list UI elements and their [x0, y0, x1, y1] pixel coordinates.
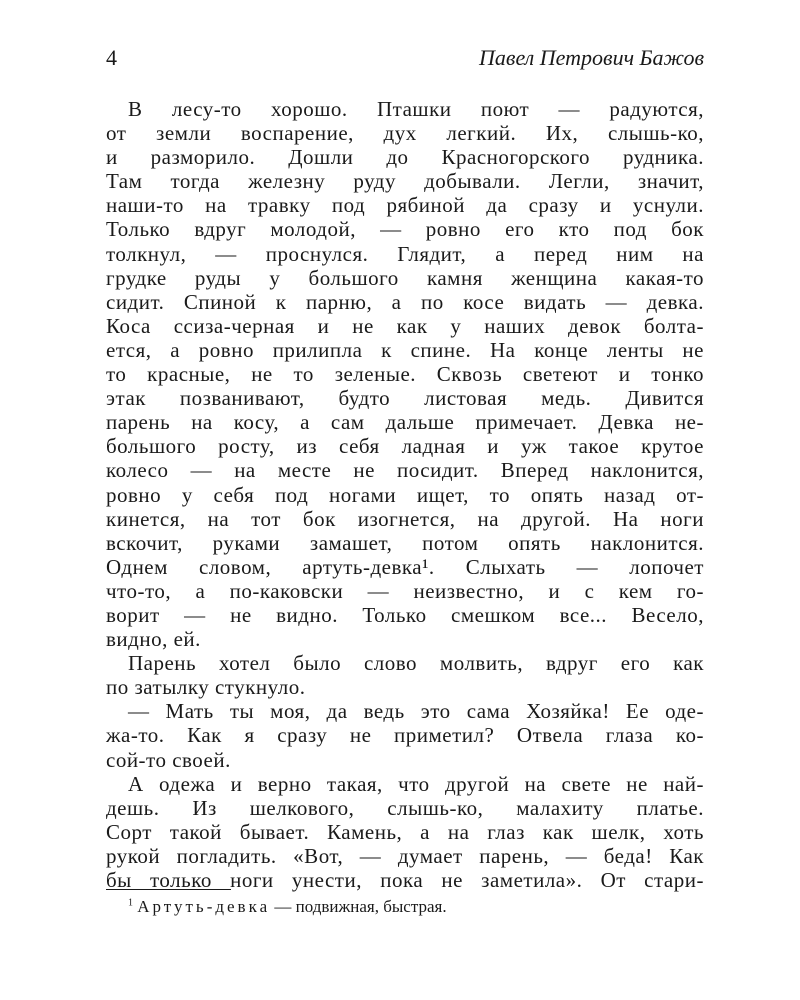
body-text [106, 97, 704, 892]
text-line: Коса ссиза-черная и не как у наших девок болта- [106, 313, 704, 338]
text-line: В лесу-то хорошо. Пташки поют — радуются, [128, 97, 704, 121]
footnote-definition: — подвижная, быстрая. [270, 897, 447, 916]
text-line: от земли воспарение, дух легкий. Их, слышь-ко, [106, 121, 704, 146]
text-line: А одежа и верно такая, что другой на свете не най- [128, 771, 704, 796]
page-header [106, 45, 704, 75]
text-line: наши-то на травку под рябиной да сразу и уснули. [106, 193, 704, 218]
text-line: парень на косу, а сам дальше примечает. Девка не- [106, 410, 704, 435]
text-line: ровно у себя под ногами ищет, то опять назад от- [106, 482, 704, 507]
text-line: и разморило. Дошли до Красногорского рудника. [106, 145, 704, 170]
text-line: дешь. Из шелкового, слышь-ко, малахиту платье. [106, 795, 704, 820]
text-line: бы только ноги унести, пока не заметила». От стари- [106, 868, 704, 892]
running-head: Павел Петрович Бажов [479, 45, 704, 70]
text-line: то красные, не то зеленые. Сквозь светеют и тонко [106, 362, 704, 387]
text-line: что-то, а по-каковски — неизвестно, и с кем го- [106, 578, 704, 603]
text-line: по затылку стукнуло. [106, 675, 306, 700]
text-line: Там тогда железну руду добывали. Легли, значит, [106, 169, 704, 194]
footnote [128, 897, 447, 917]
text-line: сой-то своей. [106, 747, 231, 772]
text-line: колесо — на месте не посидит. Вперед наклонится, [106, 458, 704, 483]
text-line: Однем словом, артуть-девка¹. Слыхать — лопочет [106, 554, 704, 579]
text-line: жа-то. Как я сразу не приметил? Отвела глаза ко- [106, 723, 704, 748]
text-line: грудке руды у большого камня женщина какая-то [106, 265, 704, 290]
paragraph [106, 699, 704, 771]
footnote-term: Артуть-девка [137, 897, 271, 916]
paragraph [106, 651, 704, 699]
text-line: Парень хотел было слово молвить, вдруг его как [128, 651, 704, 676]
footnote-mark: 1 [128, 897, 133, 909]
paragraph [106, 772, 704, 892]
text-line: — Мать ты моя, да ведь это сама Хозяйка! Ее оде- [128, 699, 704, 724]
text-line: кинется, на тот бок изогнется, на другой. На ноги [106, 506, 704, 531]
text-line: ворит — не видно. Только смешком все... Весело, [106, 602, 704, 627]
text-line: Сорт такой бывает. Камень, а на глаз как шелк, хоть [106, 819, 704, 844]
text-line: толкнул, — проснулся. Глядит, а перед ним на [106, 241, 704, 266]
text-line: видно, ей. [106, 627, 201, 652]
paragraph [106, 97, 704, 651]
page-number: 4 [106, 45, 117, 70]
text-line: вскочит, руками замашет, потом опять наклонится. [106, 530, 704, 555]
footnote-divider [106, 889, 231, 890]
text-line: Только вдруг молодой, — ровно его кто под бок [106, 217, 704, 242]
text-line: рукой погладить. «Вот, — думает парень, — беда! Как [106, 843, 704, 868]
text-line: ется, а ровно прилипла к спине. На конце ленты не [106, 337, 704, 362]
text-line: большого росту, из себя ладная и уж такое крутое [106, 434, 704, 459]
text-line: этак позванивают, будто листовая медь. Дивится [106, 386, 704, 411]
text-line: сидит. Спиной к парню, а по косе видать — девка. [106, 289, 704, 314]
